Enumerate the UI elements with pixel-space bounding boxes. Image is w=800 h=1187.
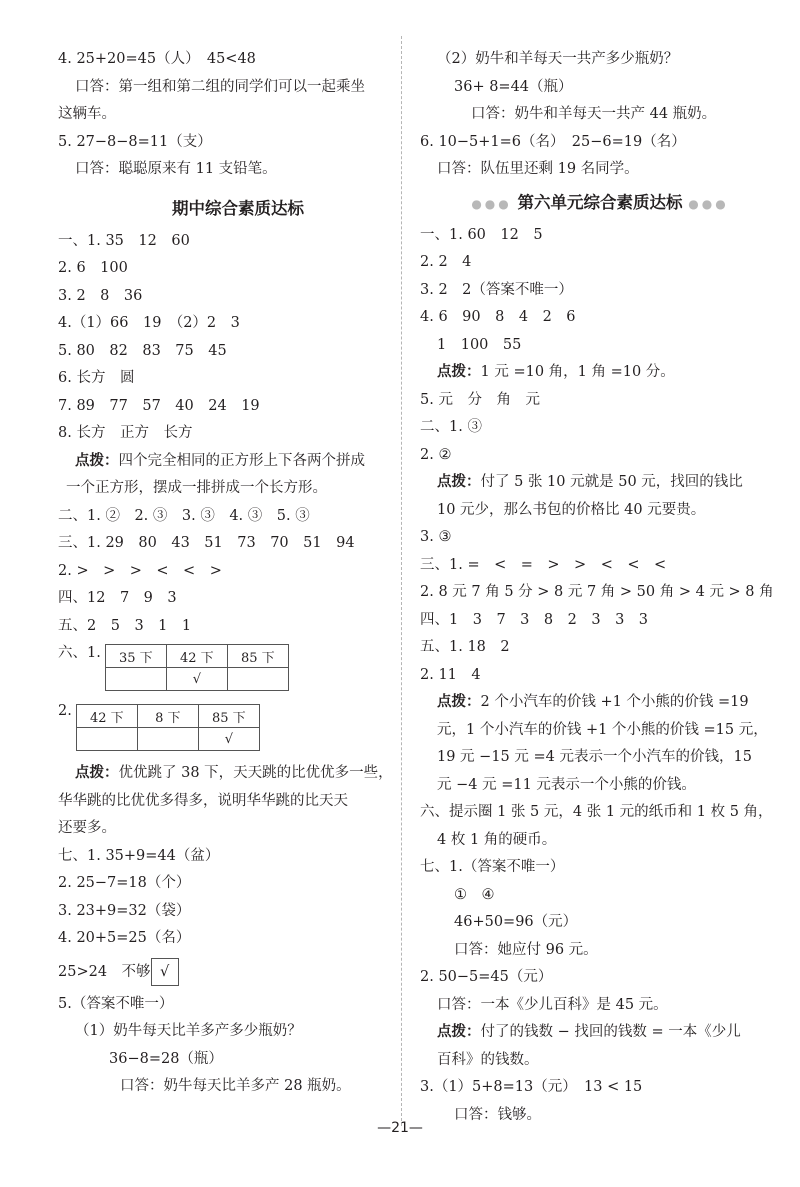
tip-line <box>420 1019 780 1047</box>
tip-text: 付了的钱数 − 找回的钱数 = 一本《少儿 <box>480 1024 741 1040</box>
answer-line: 3. 2 8 36 <box>58 287 143 304</box>
tip-label: 点拨： <box>75 765 119 781</box>
answer-line: 2. ② <box>420 446 452 463</box>
tip-line: 19 元 −15 元 =4 元表示一个小汽车的价钱，15 <box>437 749 752 765</box>
answer-line: 2. 6 100 <box>58 260 128 276</box>
answer-line: 这辆车。 <box>58 106 116 122</box>
tip-line: 还要多。 <box>58 820 116 836</box>
section-title <box>420 184 780 222</box>
answer-line: 8. 长方 正方 长方 <box>58 425 193 441</box>
tip-label: 点拨： <box>75 452 119 469</box>
table-row <box>58 640 418 698</box>
answer-line: 口答：一本《少儿百科》是 45 元。 <box>437 996 668 1013</box>
check-mark: √ <box>151 958 179 986</box>
table-cell: 8 下 <box>137 705 198 728</box>
answer-line: 5. 80 82 83 75 45 <box>58 342 227 359</box>
answer-line: 口答：钱够。 <box>454 1106 541 1123</box>
answer-line: 2. 25−7=18（个） <box>58 875 191 891</box>
table-cell: 42 下 <box>166 645 227 668</box>
table-cell: 35 下 <box>105 645 166 668</box>
table-cell <box>227 668 288 691</box>
tip-line <box>420 689 780 717</box>
left-column <box>58 46 418 1101</box>
check-mark: √ <box>166 668 227 691</box>
answer-line: 七、1.（答案不唯一） <box>420 859 565 875</box>
answer-line: 四、1 3 7 3 8 2 3 3 3 <box>420 611 649 628</box>
answer-line: 3. 23+9=32（袋） <box>58 902 191 919</box>
answer-line: 5. 元 分 角 元 <box>420 391 540 408</box>
tip-line <box>420 359 780 387</box>
answer-line: 口答：第一组和第二组的同学们可以一起乘坐 <box>75 78 365 95</box>
tip-line: 华华跳的比优优多得多，说明华华跳的比天天 <box>58 792 348 809</box>
answer-line: 口答：奶牛和羊每天一共产 44 瓶奶。 <box>471 106 717 122</box>
answer-line: 2. 11 4 <box>420 666 481 683</box>
check-mark: √ <box>198 728 259 751</box>
answer-line: 三、1. = < = > > < < < <box>420 556 667 573</box>
table-cell: 42 下 <box>76 705 137 728</box>
section-title: 期中综合素质达标 <box>172 198 304 218</box>
title-dots-right: ●●● <box>688 196 729 211</box>
tip-text: 优优跳了 38 下，天天跳的比优优多一些， <box>118 765 393 781</box>
answer-line: （1）奶牛每天比羊多产多少瓶奶？ <box>75 1023 302 1039</box>
tip-line <box>58 448 418 476</box>
question-label: 2. <box>58 703 72 719</box>
question-label: 六、1. <box>58 645 101 661</box>
answer-line: （2）奶牛和羊每天一共产多少瓶奶？ <box>437 51 679 67</box>
table-cell <box>76 728 137 751</box>
section-title-text: 第六单元综合素质达标 <box>517 192 683 212</box>
title-dots-left: ●●● <box>471 196 512 211</box>
answer-line: 5. 27−8−8=11（支） <box>58 133 212 150</box>
tip-label: 点拨： <box>437 1024 481 1040</box>
answer-line: 5.（答案不唯一） <box>58 995 174 1012</box>
tip-text: 1 元 =10 角，1 角 =10 分。 <box>480 364 675 380</box>
answer-line: 一、1. 60 12 5 <box>420 226 543 243</box>
tip-label: 点拨： <box>437 474 481 490</box>
tip-line: 10 元少，那么书包的价格比 40 元要贵。 <box>437 501 706 518</box>
answer-table <box>105 644 289 691</box>
answer-line: 二、1. ② 2. ③ 3. ③ 4. ③ 5. ③ <box>58 507 310 524</box>
compare-text: 25>24 不够 <box>58 963 151 980</box>
tip-label: 点拨： <box>437 364 481 380</box>
answer-line: 36+ 8=44（瓶） <box>454 78 573 95</box>
answer-line: 3. 2 2（答案不唯一） <box>420 281 573 298</box>
tip-line: 元 −4 元 =11 元表示一个小熊的价钱。 <box>437 776 696 793</box>
answer-line: 4. 25+20=45（人） 45<48 <box>58 51 256 67</box>
answer-line: 六、提示圈 1 张 5 元，4 张 1 元的纸币和 1 枚 5 角， <box>420 804 773 820</box>
table-cell <box>137 728 198 751</box>
answer-line: 2. > > > < < > <box>58 562 222 579</box>
table-cell <box>105 668 166 691</box>
table-cell: 85 下 <box>198 705 259 728</box>
answer-line: 口答：她应付 96 元。 <box>454 941 598 958</box>
answer-line: 4 枚 1 角的硬币。 <box>437 831 557 848</box>
answer-line: 46+50=96（元） <box>454 914 578 930</box>
answer-line: 七、1. 35+9=44（盆） <box>58 847 220 864</box>
right-column <box>420 46 780 1129</box>
answer-line: 四、12 7 9 3 <box>58 590 177 606</box>
tip-line: 百科》的钱数。 <box>437 1051 539 1068</box>
answer-line: 口答：队伍里还剩 19 名同学。 <box>437 161 639 177</box>
answer-line: 7. 89 77 57 40 24 19 <box>58 397 260 414</box>
answer-line: 五、1. 18 2 <box>420 639 510 655</box>
answer-line: 一、1. 35 12 60 <box>58 232 190 249</box>
tip-label: 点拨： <box>437 694 481 710</box>
table-cell: 85 下 <box>227 645 288 668</box>
answer-line: 36−8=28（瓶） <box>109 1050 223 1067</box>
answer-line: ① ④ <box>454 886 495 903</box>
compare-line <box>58 953 418 991</box>
answer-line: 五、2 5 3 1 1 <box>58 617 192 634</box>
tip-line: 一个正方形，摆成一排拼成一个长方形。 <box>66 480 327 496</box>
tip-text: 四个完全相同的正方形上下各两个拼成 <box>118 452 365 469</box>
tip-line <box>420 469 780 497</box>
tip-line: 元，1 个小汽车的价钱 +1 个小熊的价钱 =15 元， <box>437 721 768 738</box>
answer-line: 口答：奶牛每天比羊多产 28 瓶奶。 <box>120 1078 351 1094</box>
answer-line: 6. 10−5+1=6（名） 25−6=19（名） <box>420 133 686 150</box>
answer-line: 三、1. 29 80 43 51 73 70 51 94 <box>58 535 355 551</box>
answer-table <box>76 704 260 751</box>
table-row <box>58 698 418 760</box>
tip-line <box>58 760 418 788</box>
answer-line: 4.（1）66 19 （2）2 3 <box>58 315 240 331</box>
answer-line: 1 100 55 <box>437 336 522 353</box>
answer-line: 口答：聪聪原来有 11 支铅笔。 <box>75 161 277 177</box>
tip-text: 付了 5 张 10 元就是 50 元，找回的钱比 <box>480 474 743 490</box>
answer-line: 6. 长方 圆 <box>58 370 135 386</box>
answer-line: 2. 50−5=45（元） <box>420 969 553 985</box>
answer-line: 二、1. ③ <box>420 419 482 435</box>
answer-line: 3.（1）5+8=13（元） 13 < 15 <box>420 1079 643 1095</box>
tip-text: 2 个小汽车的价钱 +1 个小熊的价钱 =19 <box>480 694 749 710</box>
answer-line: 3. ③ <box>420 529 452 545</box>
answer-line: 2. 8 元 7 角 5 分 > 8 元 7 角 > 50 角 > 4 元 > 8 角 <box>420 584 774 600</box>
answer-line: 4. 6 90 8 4 2 6 <box>420 309 576 325</box>
page-number: —21— <box>377 1120 423 1136</box>
answer-line: 4. 20+5=25（名） <box>58 930 191 946</box>
answer-line: 2. 2 4 <box>420 254 472 270</box>
